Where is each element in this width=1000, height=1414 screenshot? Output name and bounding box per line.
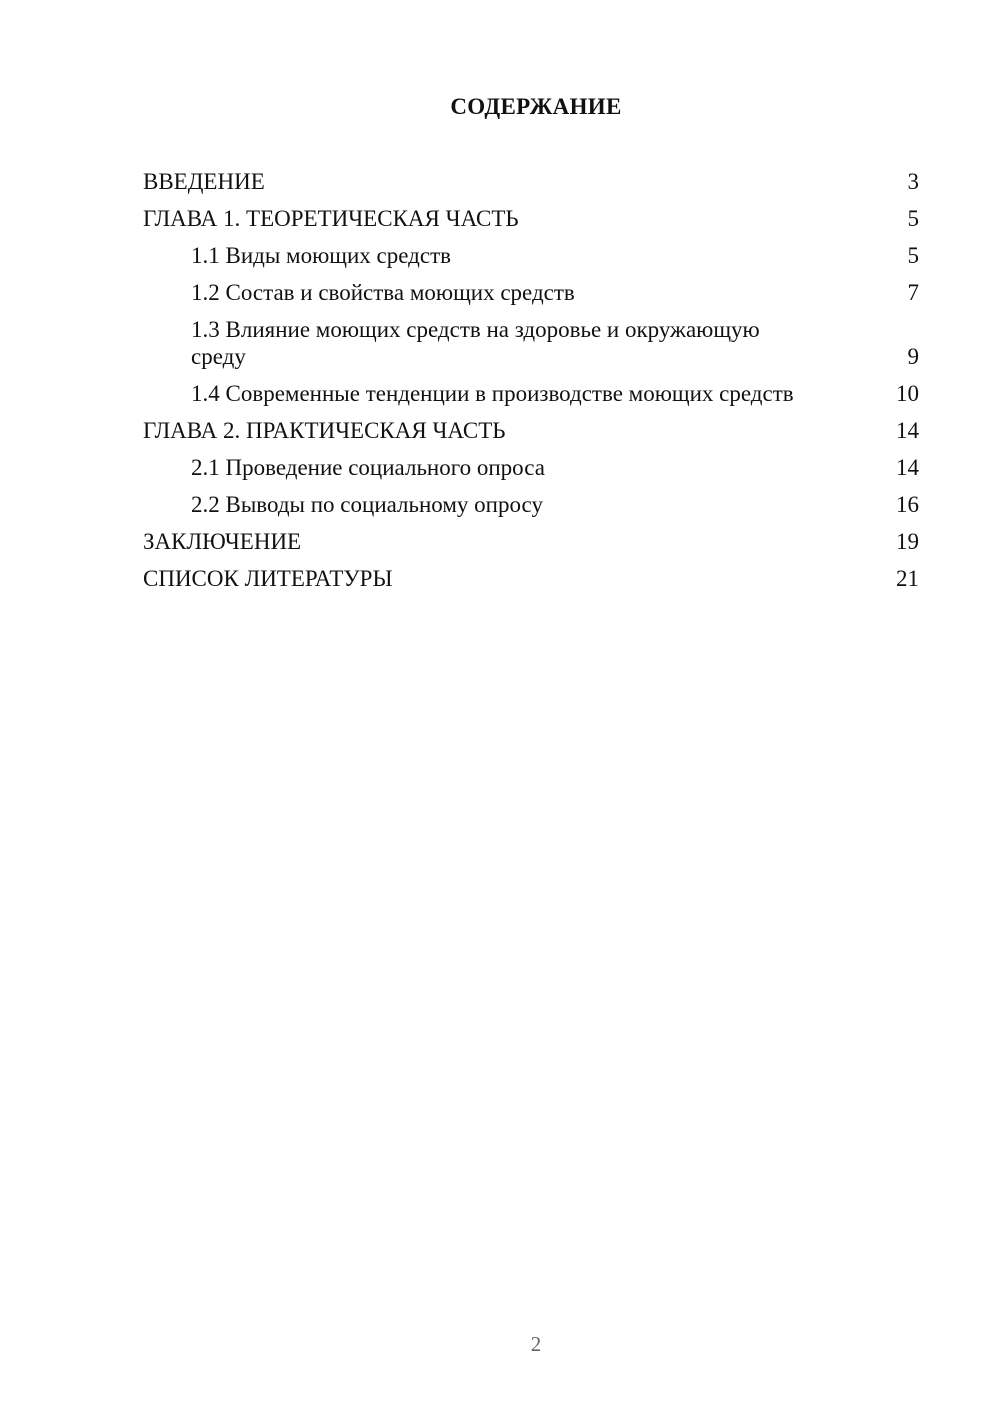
toc-entry-section-2-1 [143,454,919,481]
toc-entry-conclusion [143,528,919,555]
toc-entry-page: 14 [896,455,919,480]
toc-entry-page: 10 [896,381,919,406]
toc-entry-page: 9 [907,344,919,369]
toc-entry-page: 21 [896,566,919,591]
toc-entry-section-1-1 [143,242,919,269]
toc-entry-page: 5 [907,243,919,268]
toc-entry-section-1-4 [143,380,919,407]
toc-entry-page: 19 [896,529,919,554]
toc-title: СОДЕРЖАНИЕ [450,94,622,119]
toc-entry-section-1-2 [143,279,919,306]
toc-list [143,168,919,602]
toc-entry-page: 5 [907,206,919,231]
toc-entry-label: СПИСОК ЛИТЕРАТУРЫ [143,566,393,591]
toc-entry-section-2-2 [143,491,919,518]
toc-entry-label: ЗАКЛЮЧЕНИЕ [143,529,302,554]
toc-entry-page: 14 [896,418,919,443]
toc-entry-label: ВВЕДЕНИЕ [143,169,265,194]
toc-entry-bibliography [143,565,919,592]
toc-entry-page: 7 [907,280,919,305]
toc-entry-chapter-2 [143,417,919,444]
toc-entry-label: 1.4 Современные тенденции в производстве моющих средств [191,381,794,406]
toc-entry-label: 2.1 Проведение социального опроса [191,455,545,480]
toc-entry-chapter-1 [143,205,919,232]
toc-entry-label: 1.2 Состав и свойства моющих средств [191,280,575,305]
toc-entry-label: ГЛАВА 1. ТЕОРЕТИЧЕСКАЯ ЧАСТЬ [143,206,519,231]
toc-entry-label: 2.2 Выводы по социальному опросу [191,492,543,517]
toc-entry-introduction [143,168,919,195]
page-number: 2 [530,1332,542,1356]
toc-entry-page: 16 [896,492,919,517]
toc-entry-label: 1.3 Влияние моющих средств на здоровье и окружающую среду [191,317,760,369]
toc-entry-page: 3 [907,169,919,194]
toc-entry-label: ГЛАВА 2. ПРАКТИЧЕСКАЯ ЧАСТЬ [143,418,506,443]
toc-entry-section-1-3 [143,316,919,370]
toc-entry-label: 1.1 Виды моющих средств [191,243,451,268]
